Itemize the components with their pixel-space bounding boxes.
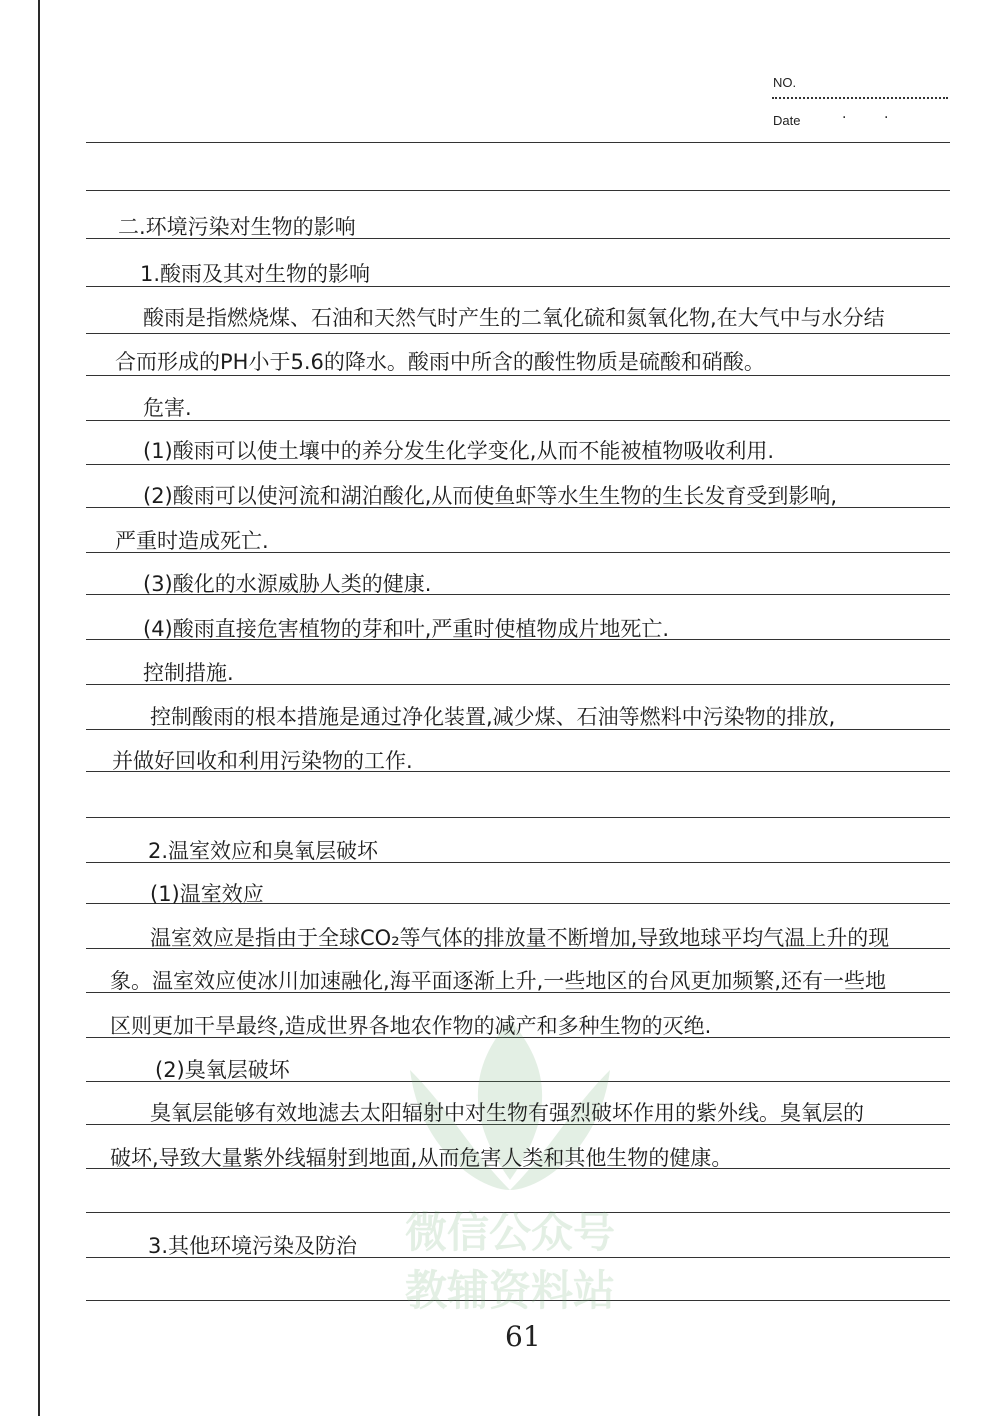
watermark-text-line2: 教辅资料站 [404, 1266, 615, 1315]
text-line: 并做好回收和利用污染物的工作. [112, 749, 413, 773]
ruled-line [86, 729, 950, 730]
list-item: (1)酸雨可以使土壤中的养分发生化学变化,从而不能被植物吸收利用. [143, 439, 775, 463]
ruled-line [86, 142, 950, 143]
text-line: 合而形成的PH小于5.6的降水。酸雨中所含的酸性物质是硫酸和硝酸。 [115, 350, 765, 374]
section-heading: 二.环境污染对生物的影响 [118, 215, 356, 239]
watermark-text-line1: 微信公众号 [404, 1208, 615, 1257]
text-line: 控制措施. [143, 661, 234, 685]
date-separator-dot: · [842, 110, 847, 126]
list-item: (3)酸化的水源威胁人类的健康. [143, 572, 432, 596]
ruled-line [86, 375, 950, 376]
ruled-line [86, 190, 950, 191]
subsection-heading: (2)臭氧层破坏 [155, 1058, 290, 1082]
subsection-heading: 2.温室效应和臭氧层破坏 [148, 839, 379, 863]
text-line: 象。温室效应使冰川加速融化,海平面逐渐上升,一些地区的台风更加频繁,还有一些地 [110, 969, 887, 993]
ruled-line [86, 817, 950, 818]
text-line: 区则更加干旱最终,造成世界各地农作物的减产和多种生物的灭绝. [110, 1014, 712, 1038]
text-line: 温室效应是指由于全球CO₂等气体的排放量不断增加,导致地球平均气温上升的现 [150, 926, 890, 950]
list-item: (4)酸雨直接危害植物的芽和叶,严重时使植物成片地死亡. [143, 617, 670, 641]
page-number: 61 [505, 1320, 541, 1353]
text-line: 控制酸雨的根本措施是通过净化装置,减少煤、石油等燃料中污染物的排放, [150, 705, 836, 729]
date-label: Date [773, 113, 801, 128]
ruled-line [86, 464, 950, 465]
no-label: NO. [773, 75, 797, 90]
margin-line [38, 0, 40, 1416]
ruled-line [86, 333, 950, 334]
ruled-line [86, 420, 950, 421]
text-line: 酸雨是指燃烧煤、石油和天然气时产生的二氧化硫和氮氧化物,在大气中与水分结 [143, 306, 885, 330]
list-item: (2)酸雨可以使河流和湖泊酸化,从而使鱼虾等水生生物的生长发育受到影响, [143, 484, 838, 508]
subsection-heading: (1)温室效应 [150, 882, 264, 906]
no-dotted-rule [772, 97, 948, 99]
subsection-heading: 3.其他环境污染及防治 [148, 1234, 358, 1258]
text-line: 危害. [143, 396, 192, 420]
ruled-line [86, 286, 950, 287]
date-separator-dot: · [884, 110, 889, 126]
text-line: 严重时造成死亡. [115, 529, 269, 553]
text-line: 臭氧层能够有效地滤去太阳辐射中对生物有强烈破坏作用的紫外线。臭氧层的 [150, 1101, 864, 1125]
text-line: 破坏,导致大量紫外线辐射到地面,从而危害人类和其他生物的健康。 [110, 1146, 733, 1170]
subsection-heading: 1.酸雨及其对生物的影响 [140, 262, 371, 286]
